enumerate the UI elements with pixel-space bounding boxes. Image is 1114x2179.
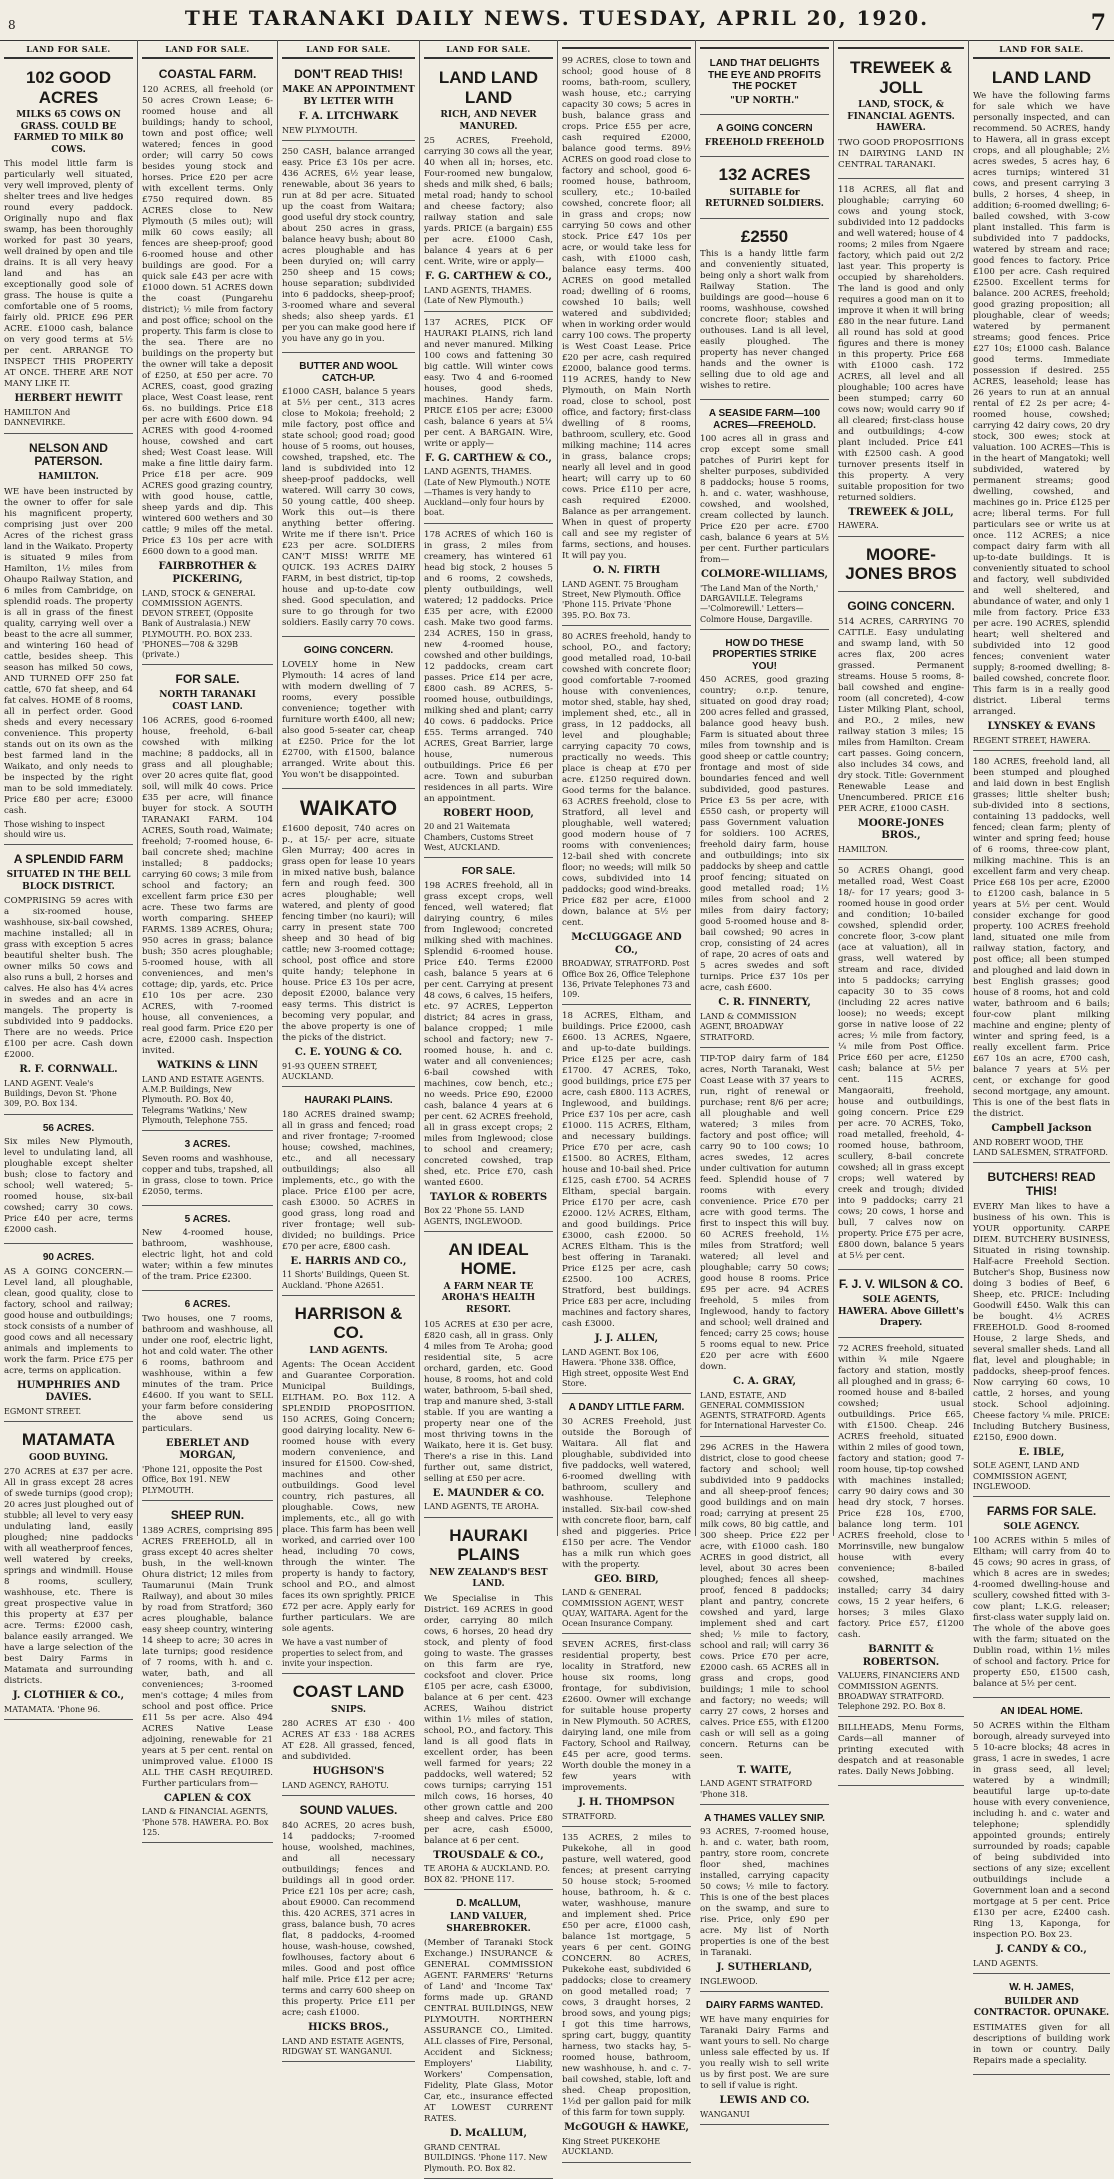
ad-agent-name: R. F. CORNWALL. bbox=[19, 1064, 118, 1076]
ad-subheading: HAMILTON. bbox=[38, 472, 99, 483]
column-3 bbox=[278, 40, 420, 2056]
classified-ad bbox=[4, 437, 133, 846]
ad-agent-details: LAND AGENT. 75 Brougham Street, New Plymouth. Office 'Phone 115. Private 'Phone 395. P.O. Box 73. bbox=[562, 579, 681, 620]
classified-ad bbox=[282, 640, 415, 789]
ad-agent-name: Campbell Jackson bbox=[991, 1122, 1092, 1134]
ad-subheading: LAND VALUER, SHAREBROKER. bbox=[446, 1912, 531, 1934]
ad-headline: SOUND VALUES. bbox=[299, 1803, 398, 1818]
column-8 bbox=[969, 40, 1114, 2066]
ad-agent-details: 20 and 21 Waitemata Chambers, Customs Street West, AUCKLAND. bbox=[424, 822, 534, 852]
classified-ad bbox=[973, 1701, 1110, 1974]
ad-body: ESTIMATES given for all descriptions of building work in town or country. Daily Repairs made a speciality. bbox=[973, 2022, 1110, 2066]
classified-ad bbox=[4, 848, 133, 1114]
ad-headline: HAURAKI PLAINS bbox=[449, 1525, 528, 1565]
ad-agent-details: MATAMATA. 'Phone 96. bbox=[4, 1705, 101, 1715]
ad-body: 99 ACRES, close to town and school; good house of 8 rooms, bath-room, scullery, wash house, etc.; carrying capacity 30 cows; 5 acres in bush, balance grass and crops. Price £55 per acre, cash required £2000, balance good terms. 89½ ACRES on good road close to factory and school, good 6-roomed house, bathroom, scullery, etc.; 10-bailed cowshed, concrete floor; all in grass and crops; now carrying 50 cows and other stock. Price £47 10s per acre, or would take less for cash, with £1000 cash, balance easy terms. 400 ACRES on good metalled road; dwelling of 6 rooms, cowshed 10 bails; well watered and subdivided; when in working order would carry 100 cows. The property is West Coast Lease. Price £20 per acre, cash required £2000, balance good terms. 119 ACRES, handy to New Plymouth, on Main North road, close to school, post office, and factory; first-class dwelling of 8 rooms, bathroom, scullery, etc. Good milking machine; 114 acres in grass, balance crops; nearly all level and in good heart; will carry up to 60 cows. Price £110 per acre, cash required £2000. Balance as per arrangement. When in quest of property call and see my register of farms, sections, and houses. It will pay you. bbox=[562, 56, 691, 561]
classified-ad bbox=[282, 1299, 415, 1674]
column-heading: LAND FOR SALE. bbox=[424, 40, 553, 59]
ad-body: 50 ACRES within the Eltham borough, already surveyed into 5 10-acre blocks; 48 acres in grass, 1 acre in swedes, 1 acre in grass seed, all level; watered by a windmill; beautiful large up-to-date house with every convenience, including h. and c. water and telephone; splendidly appointed grounds; entirely surrounded by roads; capable of being subdivided into sections of any size; excellent outbuildings include a Government loan and a second mortgage at 5 per cent. Price £130 per acre, £2400 cash. Ring 13, Kaponga, for inspection P.O. Box 23. bbox=[973, 1720, 1110, 1940]
ad-agent-details: LAND & FINANCIAL AGENTS, 'Phone 578. HAWERA. P.O. Box 125. bbox=[142, 1807, 269, 1837]
ad-headline: DAIRY FARMS WANTED. bbox=[705, 2000, 824, 2012]
classified-ad bbox=[562, 53, 691, 626]
ad-headline: A SPLENDID FARM bbox=[13, 852, 124, 867]
page-number: 7 bbox=[1090, 10, 1106, 36]
classified-ad bbox=[700, 1051, 829, 1437]
ad-headline: AN IDEAL HOME. bbox=[1000, 1706, 1083, 1718]
ad-agent-details: We have a vast number of properties to select from, and invite your inspection. bbox=[282, 1638, 403, 1668]
ad-headline: FOR SALE. bbox=[461, 866, 516, 878]
classified-ad bbox=[142, 1504, 273, 1843]
ad-agent-details: HAMILTON. bbox=[838, 845, 888, 855]
classified-ad bbox=[700, 118, 829, 157]
ad-body: 296 ACRES in the Hawera district, close to good cheese factory and school; well subdivided into 9 paddocks and all sheep-proof fences; good buildings and on main road; carrying at present 25 milk cows, 80 big cattle, and 300 sheep. Price £22 per acre, with £1000 cash. 180 ACRES in good district, all level, about 30 acres been ploughed; fences all sheep-proof, fenced 8 paddocks; plant and pantry, concrete cowshed and yard, large implement shed and cart shed; ½ mile to factory, school and rail; will carry 36 cows. Price £70 per acre, £2000 cash. 65 ACRES all in grass and crops, good buildings; 1 mile to school and factory; no weeds; will carry 27 cows, 2 horses and calves. Price £55, with £1200 cash or will sell as a going concern. Returns can be seen. bbox=[700, 1442, 829, 1761]
ad-agent-name: TAYLOR & ROBERTS bbox=[429, 1191, 548, 1203]
ad-body: 180 ACRES, freehold land, all been stumped and ploughed and laid down in best English grasses; little shelter bush; sub-divided into 8 sections, containing 13 paddocks, well fenced; clean farm; plenty of winter and spring feed; house of 6 rooms, three-cow plant, milking machine. This is an excellent farm and very cheap. Price £68 10s per acre, £2000 to £1200 cash, balance in 5 years at 5½ per cent. Would consider exchange for good property. 100 ACRES freehold land, situated one mile from railway station, factory, and post office; all been stumped and ploughed and laid down in best English grasses; good house of 8 rooms, hot and cold water, bathroom and 6 bails; four-cow plant milking machine and engine; plenty of winter and spring feed, is a really excellent farm. Price £67 10s an acre, £700 cash, balance 7 years at 5½ per cent, or exchange for good second mortgage, any amount. This is one of the best flats in the district. bbox=[973, 756, 1110, 1119]
ad-agent-details: LAND AGENT. Veale's Buildings, Devon St. 'Phone 309, P.O. Box 134. bbox=[4, 1078, 117, 1109]
ad-agent-name: HUGHSON'S bbox=[312, 1766, 385, 1778]
ad-subheading: GOOD BUYING. bbox=[28, 1452, 109, 1463]
ad-agent-details: TE AROHA & AUCKLAND. P.O. BOX 82. 'PHONE 117. bbox=[424, 1864, 550, 1884]
ad-agent-name: J. J. ALLEN, bbox=[594, 1333, 659, 1345]
classified-ad bbox=[424, 315, 553, 524]
ad-body: 25 ACRES, Freehold, carrying 30 cows all the year, 40 when all in; horses, etc. Four-roomed new bungalow, sheds and milk shed, 6 bails; metal road; handy to school and cheese factory; also railway station and sale yards. PRICE (a bargain) £55 per acre. £1000 Cash, balance 4 years at 6 per cent. Write, wire or apply— bbox=[424, 136, 553, 268]
ad-agent-name: E. IBLE, bbox=[1018, 1446, 1065, 1458]
ad-headline: 102 GOOD ACRES bbox=[25, 68, 112, 107]
ad-headline: 3 ACRES. bbox=[184, 1139, 231, 1151]
ad-agent-name: C. R. FINNERTY, bbox=[718, 997, 811, 1009]
classified-ad bbox=[700, 633, 829, 1048]
classified-ad bbox=[562, 1397, 691, 1634]
ad-headline: GOING CONCERN. bbox=[847, 598, 955, 613]
ad-agent-details: LAND & COMMISSION AGENT, BROADWAY STRATFORD. bbox=[700, 1012, 797, 1042]
ad-agent-details: 91-93 QUEEN STREET, AUCKLAND. bbox=[282, 1061, 378, 1081]
column-1 bbox=[0, 40, 138, 1715]
classified-ad bbox=[424, 1893, 553, 2179]
column-heading: LAND FOR SALE. bbox=[4, 40, 133, 59]
ad-subheading: LAND AGENTS. bbox=[309, 1345, 388, 1356]
ad-agent-details: HAMILTON And DANNEVIRKE. bbox=[4, 408, 71, 428]
ad-headline: COASTAL FARM. bbox=[158, 67, 257, 82]
ad-body: TWO GOOD PROPOSITIONS IN DAIRYING LAND IN CENTRAL TARANAKI. bbox=[838, 137, 964, 170]
ad-agent-name: E. HARRIS AND CO., bbox=[290, 1255, 407, 1267]
ad-body: 137 ACRES, PICK OF HAURAKI PLAINS, rich land and never manured. Milking 100 cows and fattening 30 big cattle. Will winter cows easy. Two 4 and 6-roomed houses, good sheds, machines. Handy farm. PRICE £105 per acre; £3000 cash, balance 6 years at 5¼ per cent. A BARGAIN. Wire, write or apply— bbox=[424, 317, 553, 449]
ad-body: 18 ACRES, Eltham, and buildings. Price £2000, cash £600. 13 ACRES, Ngaere, and up-to-date buildings. Price £125 per acre, cash £1700. 47 ACRES, Toko, good buildings, price £75 per acre, cash £800. 113 ACRES, Inglewood, and buildings. Price £37 10s per acre, cash £1000. 115 ACRES, Eltham, and necessary buildings. Price £70 per acre, cash £1500. 80 ACRES, Eltham, house and 10-bail shed. Price £125, cash £700. 54 ACRES Eltham, special bargain. Price £170 per acre, cash £2000. 12½ ACRES, Eltham, and good buildings. Price £3000, cash £2000. 50 ACRES Eltham. This is the best offering in Taranaki. Price £125 per acre, cash £2500. 100 ACRES, Stratford, best buildings. Price £83 per acre, including machines and factory shares, cash £3000. bbox=[562, 1011, 691, 1330]
ad-agent-name: HUMPHRIES AND DAVIES. bbox=[16, 1379, 121, 1404]
ad-body: 270 ACRES at £37 per acre. All in grass except 28 acres of swede turnips (good crop); 20 acres just ploughed out of stubble; all level to very easy undulating land, easily ploughed; nine paddocks with all weatherproof fences, well watered by creeks, springs and windmill. House 8 rooms, scullery, washhouse, etc. There is great prospective value in this property at £37 per acre. Terms: £2000 cash, balance easily arranged. We have a large selection of the best Dairy Farms in Matamata and surrounding districts. bbox=[4, 1467, 133, 1687]
ad-subheading: A FARM NEAR TE AROHA'S HEALTH RESORT. bbox=[441, 1281, 536, 1315]
ad-subheading: SUITABLE for RETURNED SOLDIERS. bbox=[705, 187, 824, 210]
classified-ad bbox=[838, 182, 964, 537]
classified-ad bbox=[838, 540, 964, 592]
ad-body: COMPRISING 59 acres with a six-roomed house, washhouse, six-bail cowshed, machine installed; all in grass with exception 5 acres beautiful shelter bush. The owner milks 50 cows and also runs a bull, 2 horses and calves. He also has 4¼ acres in swedes and an acre in mangels. The property is subdivided into 9 paddocks. There are no weeds. Price £100 per acre. Cash down £2000. bbox=[4, 896, 133, 1061]
classified-ad bbox=[424, 861, 553, 1232]
ad-agent-name: F. G. CARTHEW & CO., bbox=[425, 271, 552, 283]
ad-headline: GOING CONCERN. bbox=[303, 645, 394, 657]
ad-body: Six miles New Plymouth, level to undulating land, all ploughable except shelter bush; close to factory and school; well watered; 5-roomed house, six-bail cowshed; carry 30 cows. Price £40 per acre, terms £2000 cash. bbox=[4, 1137, 133, 1236]
ad-agent-name: BARNITT & ROBERTSON. bbox=[862, 1643, 940, 1668]
classified-ad bbox=[4, 1425, 133, 1720]
ad-agent-details: LAND AGENT STRATFORD 'Phone 318. bbox=[700, 1779, 812, 1799]
ad-headline: A GOING CONCERN bbox=[716, 123, 813, 135]
ad-headline: COAST LAND bbox=[292, 1682, 405, 1702]
ad-agent-details: STRATFORD. bbox=[562, 1812, 617, 1822]
ad-agent-details: LAND & GENERAL COMMISSION AGENT, WEST QUAY, WAITARA. Agent for the Ocean Insurance Company. bbox=[562, 1588, 688, 1628]
ad-headline: DON'T READ THIS! bbox=[294, 67, 403, 82]
ad-agent-details: REGENT STREET, HAWERA. bbox=[973, 735, 1091, 745]
ad-headline: HARRISON & CO. bbox=[294, 1303, 403, 1343]
ad-agent-name: C. A. GRAY, bbox=[733, 1375, 796, 1387]
ad-agent-name: LYNSKEY & EVANS bbox=[987, 720, 1096, 732]
classified-ad bbox=[4, 1247, 133, 1422]
ad-headline: WAIKATO bbox=[299, 796, 398, 820]
ad-body: 840 ACRES, 20 acres bush, 14 paddocks; 7-roomed house, woolshed, machines, and all necessary outbuildings; fences and buildings all in good order. Price £21 10s per acre; cash, about £9000. Can recommend this. 420 ACRES, 371 acres in grass, balance bush, 70 acres flat, 8 paddocks, 4-roomed house, wash-house, cowshed, fowlhouses, factory about 6 miles. Good and post office half mile. Price £12 per acre; terms and carry 600 sheep on this property. Price £11 per acre; cash £1000. bbox=[282, 1820, 415, 2018]
ad-subheading: LAND, STOCK, & FINANCIAL AGENTS. HAWERA. bbox=[847, 100, 955, 134]
ad-agent-name: EBERLET AND MORGAN, bbox=[165, 1437, 250, 1462]
ad-agent-details: 'Phone 121, opposite the Post Office, Box 191. NEW PLYMOUTH. bbox=[142, 1465, 263, 1495]
ad-body: 30 ACRES Freehold, just outside the Borough of Waitara. All flat and ploughable, subdivided into five paddocks, well watered, 6-roomed dwelling with bathroom, scullery and washhouse. Telephone installed. Six-bail cow-shed with concrete floor, barn, calf shed and piggeries. Price £150 per acre. The Vendor has a milk run which goes with the property. bbox=[562, 1416, 691, 1570]
ad-agent-details: 11 Shorts' Buildings, Queen St. Auckland. 'Phone A2651. bbox=[282, 1270, 410, 1290]
ad-headline: HOW DO THESE PROPERTIES STRIKE YOU! bbox=[712, 637, 817, 672]
ad-agent-name: HICKS BROS., bbox=[308, 2021, 389, 2033]
classified-ad bbox=[700, 53, 829, 115]
ad-headline: A THAMES VALLEY SNIP. bbox=[704, 1812, 825, 1824]
column-heading: LAND FOR SALE. bbox=[142, 40, 273, 59]
classified-ad bbox=[282, 1090, 415, 1296]
ad-headline: D. McALLUM, bbox=[456, 1897, 521, 1909]
classified-ad bbox=[838, 1720, 964, 1786]
classified-ad bbox=[562, 629, 691, 1006]
ad-body: 50 ACRES Ohangi, good metalled road, West Coast 18/- for 17 years; good 3-roomed house in good order and condition; 10-bailed cowshed, splendid order, concrete floor, 3-cow plant (ace at valuation), all in grass, well watered by stream and race, divided into 5 paddocks; carrying capacity 30 to 35 cows (including 22 acres native loose); no weeds; except gorse in native loose of 22 acres; ½ mile from factory, ¼ mile from Post Office. Price £60 per acre, £1250 cash; balance at 5½ per cent. 115 ACRES, Mangaoraiti, freehold, house and outbuildings, going concern. Price £29 per acre. 70 ACRES, Toko, road metalled, freehold, 4-roomed house, bathroom, scullery, 8-bail concrete cowshed; all in grass except crops; well watered by creek and trough; divided into 9 paddocks; carry 21 cows; 20 cows, 1 horse and bull, 7 calves now on property. Price £75 per acre, £800 down, balance 5 years at 5½ per cent. bbox=[838, 866, 964, 1262]
ad-agent-name: J. CANDY & CO., bbox=[996, 1943, 1087, 1955]
classified-ad bbox=[838, 595, 964, 861]
ad-subheading: NEW ZEALAND'S BEST LAND. bbox=[429, 1567, 548, 1590]
ad-subheading: BUILDER AND CONTRACTOR. OPUNAKE. bbox=[973, 1996, 1110, 2019]
ad-agent-name: CAPLEN & COX bbox=[163, 1792, 252, 1804]
ad-headline: LAND LAND bbox=[991, 68, 1092, 88]
ad-agent-name: F. G. CARTHEW & CO., bbox=[425, 452, 552, 464]
ad-agent-name: T. WAITE, bbox=[737, 1764, 792, 1776]
ad-agent-details: LAND AGENTS, THAMES. (Late of New Plymouth.) bbox=[424, 286, 532, 306]
ad-headline: BUTCHERS! READ THIS! bbox=[987, 1170, 1096, 1198]
ad-headline: 56 ACRES. bbox=[42, 1122, 95, 1134]
ad-subheading: FREEHOLD FREEHOLD bbox=[704, 137, 825, 148]
ad-agent-details: LAND AGENTS, TE AROHA. bbox=[424, 1502, 540, 1512]
ad-body: 118 ACRES, all flat and ploughable; carrying 60 cows and young stock, subdivided into 12 paddocks and well watered; house of 4 rooms; 2 miles from Ngaere factory, which paid out 2/2 last year. This property is occupied by shareholders. The land is good and only requires a good man on it to improve it when it will bring £80 in the near future. Land all round has sold at good figures and there is money in this property. Price £68 with £1000 cash. 172 ACRES, all level and all ploughable; 100 acres have been stumped; carry 60 cows now; would carry 90 if all cleared; first-class house and outbuildings; 4-cow plant included. Price £41 with £2500 cash. A good turnover presents itself in this property. A very suitable proposition for two returned soldiers. bbox=[838, 184, 964, 503]
classified-ad bbox=[562, 1830, 691, 2162]
ad-agent-name: FAIRBROTHER & PICKERING, bbox=[158, 561, 257, 585]
classified-ad bbox=[838, 863, 964, 1270]
ad-headline: LAND LAND LAND bbox=[438, 68, 539, 107]
ad-subheading: MAKE AN APPOINTMENT BY LETTER WITH bbox=[282, 85, 415, 107]
ad-agent-name: MOORE-JONES BROS., bbox=[857, 817, 945, 842]
ad-agent-name: E. MAUNDER & CO. bbox=[432, 1487, 545, 1499]
column-heading: LAND FOR SALE. bbox=[282, 40, 415, 59]
ad-agent-details: EGMONT STREET. bbox=[4, 1407, 82, 1417]
ad-body: Two houses, one 7 rooms, bathroom and washhouse, all under one roof, electric light, hot and cold water. The other 6 rooms, bathroom and washhouse, within a few minutes of the tram. Price £4600. If you want to SELL your farm before considering the above send us particulars. bbox=[142, 1313, 273, 1434]
ad-agent-name: D. McALLUM, bbox=[450, 2128, 527, 2140]
ad-body: (Member of Taranaki Stock Exchange.) INSURANCE & GENERAL COMMISSION AGENT. FARMERS' 'Returns of Land' and 'Income Tax' forms made up. GRAND CENTRAL BUILDINGS, NEW PLYMOUTH. NORTHERN ASSURANCE CO., Limited. ALL classes of Fire, Personal, Accident and Sickness; Employers' Liability, Workers' Compensation, Fidelity, Plate Glass, Motor Car, etc., insurance effected AT LOWEST CURRENT RATES. bbox=[424, 1938, 553, 2125]
classified-ad bbox=[838, 1341, 964, 1718]
ad-subheading: SOLE AGENTS, HAWERA. Above Gillett's Drapery. bbox=[838, 1295, 964, 1329]
ad-subheading: NORTH TARANAKI COAST LAND. bbox=[159, 690, 256, 712]
classified-ad bbox=[700, 1808, 829, 1993]
column-2 bbox=[138, 40, 278, 1837]
ad-body: £1600 deposit, 740 acres on p., at 15/- per acre, situate Glen Murray; 400 acres in grass open for lease 10 years in mixed native bush, balance fern and rough feed. 300 acres ploughable; well watered, and plenty of good fencing timber (no kauri); will carry in present state 700 sheep and 30 head of big cattle; new 3-roomed cottage; school, post office and store quite handy; telephone in house. Price £3 10s per acre, deposit £2000, balance very easy terms. This district is becoming very popular, and the above property is one of the picks of the district. bbox=[282, 823, 415, 1043]
classified-ad bbox=[142, 63, 273, 665]
classified-ad bbox=[142, 1134, 273, 1206]
classified-ad bbox=[282, 1799, 415, 2062]
ad-headline: HAURAKI PLAINS. bbox=[304, 1095, 393, 1106]
ad-agent-name: TREWEEK & JOLL, bbox=[848, 506, 954, 518]
ad-agent-details: HAWERA. bbox=[838, 521, 879, 531]
ad-agent-name: F. A. LITCHWARK bbox=[298, 111, 399, 123]
ad-body: 93 ACRES, 7-roomed house, h. and c. water, bath room, pantry, store room, concrete floor shed, machines installed, carrying capacity 50 cows; ½ mile to factory. This is one of the best places on the swamp, and sure to rise. Price, only £90 per acre. My list of North properties is one of the best in Taranaki. bbox=[700, 1827, 829, 1959]
ad-agent-name: COLMORE-WILLIAMS, bbox=[700, 569, 829, 581]
ad-headline: 5 ACRES. bbox=[184, 1213, 231, 1225]
ad-body: 100 acres all in grass and crop except some small patches of Puriri kept for shelter purposes, subdivided 8 paddocks; house 5 rooms, h. and c. water, washhouse, cowshed, and woolshed, cream collected by launch. Price £20 per acre. £700 cash, balance 6 years at 5½ per cent. Further particulars from— bbox=[700, 434, 829, 566]
ad-body: We Specialise in This District. 169 ACRES in good order, carrying 80 milch cows, 6 horses, 20 head dry stock, and plenty of food going to waste. The grasses on this farm are rye, cocksfoot and clover. Price £105 per acre, cash £3000, balance at 6 per cent. 423 ACRES, Waihou district within 1½ miles of station, school, P.O., and factory. This land is all good flats in excellent order, has been well farmed for years; 22 paddocks, well watered; 52 cows turnips; carrying 151 milch cows, 16 horses, 40 other grown cattle and 200 sheep and calves. Price £80 per acre, cash £5000, balance at 6 per cent. bbox=[424, 1593, 553, 1846]
ad-body: New 4-roomed house, bathroom, washhouse, electric light, hot and cold water; within a few minutes of the tram. Price £2300. bbox=[142, 1228, 273, 1283]
ad-body: LOVELY home in New Plymouth: 14 acres of land with modern dwelling of 7 rooms, every possible convenience; together with furniture worth £400, all new; also good 5-seater car, cheap at £250. Price for the lot £2700, with £1500, balance arranged. Write about this. You won't be disappointed. bbox=[282, 659, 415, 780]
ad-headline: MOORE-JONES BROS bbox=[845, 544, 957, 584]
ad-agent-name: ROBERT HOOD, bbox=[443, 807, 534, 819]
classified-ad bbox=[700, 160, 829, 219]
ad-body: SEVEN ACRES, first-class residential property, best locality in Stratford, new house six rooms, long frontage, for subdivision, £2600. Owner will exchange for suitable house property in New Plymouth. 50 ACRES, dairying land, one mile from Factory, School and Railway, £45 per acre, good terms. Worth double the money in a few years with improvements. bbox=[562, 1640, 691, 1794]
ad-headline: F. J. V. WILSON & CO. bbox=[838, 1277, 964, 1292]
ad-headline: A SEASIDE FARM—100 ACRES—FREEHOLD. bbox=[708, 408, 821, 431]
ad-body: £1000 CASH, balance 5 years at 5½ per cent., 313 acres close to Mokoia; freehold; 2 mile factory, post office and state school; good road; good house of 5 rooms, out houses, cowshed, trapshed, etc. The land is subdivided into 12 sheep-proof paddocks, well watered. Will carry 30 cows, 50 young cattle, 400 sheep. Work this out—is there anything better offering. Write me if there isn't. Price £23 per acre. SOLDIERS CAN'T MISS! WRITE ME QUICK. 193 ACRES DAIRY FARM, in best district, tip-top house and up-to-date cow shed. Good speculation, and sure to go through for two soldiers. Easily carry 70 cows. bbox=[282, 387, 415, 629]
classified-ad bbox=[282, 1677, 415, 1796]
ad-headline: 6 ACRES. bbox=[184, 1299, 231, 1311]
ad-agent-details: WANGANUI bbox=[700, 2109, 750, 2119]
classified-ad bbox=[282, 792, 415, 1087]
classified-ad bbox=[424, 63, 553, 311]
ad-body: 105 ACRES at £30 per acre, £820 cash, all in grass. Only 4 miles from Te Aroha; good residential site, 5 acre orchard, garden, etc. Good house, 8 rooms, hot and cold water, bathroom, 5-bail shed, trap and manure shed, 3-stall stable. If you are wanting a property near one of the most thriving towns in the Waikato, here it is. Get busy. There's a rise in this. Land further out, same district, selling at £50 per acre. bbox=[424, 1319, 553, 1484]
ad-body: This model little farm is particularly well situated, very well improved, plenty of shelter trees and live hedges round every paddock. Originally nupo and flax swamp, has been thoroughly worked for past 30 years, well drained by open and tile drains. It is all very heavy land and has an exceptionally good sole of grass. The house is quite a comfortable one of 5 rooms, fairly old. PRICE £96 PER ACRE. £1000 cash, balance on very good terms at 5½ per cent. ARRANGE TO INSPECT THIS PROPERTY AT ONCE. THERE ARE NOT MANY LIKE IT. bbox=[4, 159, 133, 390]
ad-body: We have the following farms for sale which we have personally inspected, and can recommend. 50 ACRES, handy to Hawera, all in grass except crops, and all ploughable; 2½ acres swedes, 5 acres hay, 6 acres turnips; wintered 31 cows, and present carrying 3 bulls, 2 horses, 4 sheep, in addition; 6-roomed dwelling; 6-bailed cowshed, with 3-cow plant installed. This farm is subdivided into 7 paddocks, watered by stream and race; good fences to factory. Price £100 per acre. Cash required £2500. Excellent terms for balance. 200 ACRES, freehold; good grazing proposition; all ploughable, clear of weeds; watered by permanent streams; good fences. Price £27 10s; £1000 cash. Balance good terms. Immediate possession if desired. 255 ACRES, leasehold; lease has 26 years to run at an annual rental of £2 2s per acre; 4-roomed house, cowshed; carrying 42 dairy cows, 20 dry stock, 300 ewes; stock at valuation. 100 ACRES—This is in the heart of Mangatoki; well subdivided, watered by permanent streams; good dwelling, cowshed, and machines go in. Price £125 per acre; liberal terms. For full particulars see or write us at once. 112 ACRES; a nice compact dairy farm with all up-to-date buildings. It is conveniently situated to school and factory, well subdivided and well sheltered, and abundance of water, and only 1 mile from factory. Price £33 per acre. 190 ACRES, splendid heart; well sheltered and subdivided into 12 good fences; convenient water supply; 8-roomed dwelling; 8-bailed cowshed, concrete floor. This farm is in a really good district. Liberal terms arranged. bbox=[973, 90, 1110, 717]
classified-ad bbox=[700, 1995, 829, 2125]
ad-agent-details: INGLEWOOD. bbox=[700, 1977, 758, 1987]
ad-headline: AN IDEAL HOME. bbox=[448, 1239, 529, 1279]
ad-headline: SHEEP RUN. bbox=[170, 1507, 245, 1522]
column-4 bbox=[420, 40, 558, 2173]
ad-headline: TREWEEK & JOLL bbox=[850, 58, 952, 97]
ad-body: 100 ACRES within 5 miles of Eltham; will carry from 40 to 45 cows; 90 acres in grass, of which 8 acres are in swedes; 4-roomed dwelling-house and scullery, cowshed fitted with 3-cow plant; L.K.G. releaser; first-class water supply laid on. The whole of the above goes with the farm; situated on the Dublin road, within 1½ miles of school and factory. Price for property £50, £1500 cash, balance at 5½ per cent. bbox=[973, 1536, 1110, 1690]
ad-body: WE have been instructed by the owner to offer for sale his magnificent property, comprising just over 200 Acres of the richest grass land in the Waikato. Property is situated 9 miles from Hamilton, 1½ miles from Ohaupo Railway Station, and 6 miles from Cambridge, on splendid roads. The property is all in grass of the finest quality, carrying well over a beast to the acre all summer, and wintering 160 head of cattle, besides sheep. This season has milked 50 cows, AND TURNED OFF 250 fat cattle, 670 fat sheep, and 64 fat calves. HOME of 8 rooms, all in perfect order. Good sheds and every necessary convenience. This property stands out on its own as the best farmed land in the Waikato, and only needs to be inspected by the right man to be sold immediately. Price £80 per acre; £3000 cash. bbox=[4, 486, 133, 816]
ad-body: AS A GOING CONCERN.—Level land, all ploughable, clean, good quality, close to factory, school and railway; good house and outbuildings; stock consists of a number of good cows and all necessary animals and implements to work the farm. Price £75 per acre, terms on application. bbox=[4, 1266, 133, 1376]
classified-ad bbox=[142, 668, 273, 1131]
ad-subheading: RICH, AND NEVER MANURED. bbox=[440, 110, 537, 132]
ad-body: 120 ACRES, all freehold (or 50 acres Crown Lease; 6-roomed house and all buildings; handy to school, town and post office; well watered; fences in good order; will carry 50 cows besides young stock and horses. Price £20 per acre with excellent terms. Only £750 required down. 85 ACRES close to New Plymouth (5 miles out); will milk 60 cows easily; all fences are sheep-proof; good 6-roomed house and other buildings are good. For a quick sale £43 per acre with £1000 down. 51 ACRES down the coast (Pungarehu district); ½ mile from factory and post office; school on the property. This farm is close to the sea. There are no buildings on the property but the owner will take a deposit of £250, at £50 per acre. 70 ACRES, coast, good grazing place, West Coast lease, rent 6s. no buildings. Price £18 per acre with £600 down. 94 ACRES with good 4-roomed house, cowshed and cart shed; West Coast lease. Will make a fine little dairy farm. Price £18 per acre. 909 ACRES good grazing country, with good house, cattle, sheep yards and dip. This wintered 600 wethers and 30 cattle; 9 miles off the metal. Price £3 10s per acre with £600 down to a good man. bbox=[142, 85, 273, 558]
ad-agent-details: LAND AND ESTATE AGENTS, RIDGWAY ST. WANGANUI. bbox=[282, 2036, 405, 2056]
masthead bbox=[0, 0, 1114, 41]
ad-headline: FOR SALE. bbox=[175, 672, 240, 687]
classified-ad bbox=[973, 1166, 1110, 1497]
classified-ad bbox=[838, 53, 964, 179]
classified-ad bbox=[973, 1500, 1110, 1698]
ad-agent-details: LAND AGENCY, RAHOTU. bbox=[282, 1780, 389, 1790]
ad-body: 1389 ACRES, comprising 895 ACRES FREEHOLD, all in grass except 40 acres shelter bush, in the well-known Ohura district; 12 miles from Taumarunui (Main Trunk Railway), and about 30 miles by road from Stratford; 360 acres ploughable, balance easy sheep country, wintering 14 sheep to acre; 30 acres in late turnips; good residence of 7 rooms, with h. and c. water, bath, and all conveniences; 3-roomed men's cottage; 4 miles from school and post office. Price £11 5s per acre. Also 494 ACRES Native Lease adjoining, renewable for 21 years at 5 per cent. rental on unimproved value. £1000 IS ALL THE CASH REQUIRED. Further particulars from— bbox=[142, 1525, 273, 1789]
ad-agent-details: GRAND CENTRAL BUILDINGS. 'Phone 117. New Plymouth. P.O. Box 82. bbox=[424, 2143, 548, 2173]
ad-agent-name: McGOUGH & HAWKE, bbox=[564, 2122, 689, 2134]
ad-subheading: SITUATED IN THE BELL BLOCK DISTRICT. bbox=[6, 870, 131, 892]
newspaper-title: THE TARANAKI DAILY NEWS. TUESDAY, APRIL 20, 1920. bbox=[184, 6, 930, 30]
ad-body: 198 ACRES freehold, all in grass except crops, well fenced, well watered; flat dairying country, 6 miles from Inglewood; concreted milking shed with machines. Splendid 6-roomed house. Price £40. Terms £2000 cash, balance 5 years at 6 per cent. Carrying at present 48 cows, 6 calves, 15 heifers, etc. 97 ACRES, Lepperton district; 84 acres in grass, balance cropped; 1 mile school and factory; new 7-roomed house, h. and c. water and all conveniences; 6-bail cowshed with machines, cow bench, etc.; no weeds. Price £90, £2000 cash, balance 4 years at 6 per cent. 62 ACRES freehold, all in grass except crops; 2 miles from Inglewood; close to school and creamery; concreted cowshed, trap shed, etc. Price £70, cash wanted £600. bbox=[424, 880, 553, 1188]
ad-body: BILLHEADS, Menu Forms, Cards—all manner of printing executed with despatch and at reasonable rates. Daily News Jobbing. bbox=[838, 1723, 964, 1778]
ad-body: 80 ACRES freehold, handy to school, P.O., and factory; good metalled road, 10-bail cowshed with concrete floor; good comfortable 7-roomed house with conveniences, motor shed, stable, hay shed, implement shed, etc., all in grass, in 12 paddocks, all level and ploughable; carrying capacity 70 cows, practically no weeds. This place is cheap at £70 per acre. £1250 required down. Good terms for the balance. 63 ACRES freehold, close to Stratford, all level and ploughable, well watered; good modern house of 7 rooms with conveniences; 12-bail shed with concrete floor; no weeds; will milk 50 cows, subdivided into 14 paddocks; good wind-breaks. Price £82 per acre, £1000 down, balance at 5½ per cent. bbox=[562, 631, 691, 928]
ad-headline: MATAMATA bbox=[21, 1430, 116, 1450]
ad-agent-name: J. SUTHERLAND, bbox=[716, 1962, 813, 1974]
ad-body: 178 ACRES of which 160 is in grass, 2 miles from creamery, has wintered 61 head big stock, 2 houses 5 and 6 rooms, 2 cowsheds, plenty outbuildings, well watered; 12 paddocks. Price £35 per acre, with £2000 cash. Make two good farms. 234 ACRES, 150 in grass, new 4-roomed house, cowshed and other buildings, 12 paddocks, cream cart passes. Price £14 per acre, £800 cash. 89 ACRES, 5-roomed house, outbuildings, milking shed and plant; carry 40 cows. 6 paddocks. Price £55. Terms arranged. 740 ACRES, Great Barrier, large house, numerous outbuildings. Price £6 per acre. Town and suburban residences in all parts. Wire an appointment. bbox=[424, 529, 553, 804]
ad-headline: FARMS FOR SALE. bbox=[986, 1504, 1097, 1519]
ad-headline: LAND THAT DELIGHTS THE EYE AND PROFITS THE POCKET bbox=[708, 58, 821, 92]
ad-agent-details: LAND AGENT. Box 106, Hawera. 'Phone 338. Office, High street, opposite West End Store. bbox=[562, 1348, 689, 1388]
classified-ad bbox=[142, 1209, 273, 1292]
ad-agent-details: LAND AND ESTATE AGENTS. A.M.P. Buildings, New Plymouth. P.O. Box 40, Telegrams 'Watkins,' New Plymouth, Telephone 755. bbox=[142, 1074, 265, 1125]
ad-agent-name: TROUSDALE & CO., bbox=[433, 1849, 544, 1861]
ad-agent-name: WATKINS & LINN bbox=[157, 1060, 258, 1072]
classified-ad bbox=[700, 222, 829, 401]
ad-headline: NELSON AND PATERSON. bbox=[29, 440, 108, 469]
classified-ad bbox=[282, 63, 415, 141]
ad-agent-details: 'The Land Man of the North,' DARGAVILLE. Telegrams—'Colmorewill.' Letters—Colmore House, Dargaville. bbox=[700, 583, 819, 624]
ad-agent-details: LAND, ESTATE, AND GENERAL COMMISSION AGENTS, STRATFORD. Agents for International Harvester Co. bbox=[700, 1390, 827, 1431]
ad-agent-name: HERBERT HEWITT bbox=[14, 393, 123, 405]
ad-body: 72 ACRES freehold, situated within ¾ mile Ngaere factory and station, mostly all ploughed and in grass; 6-roomed house and 8-bailed cowshed; usual outbuildings. Price £65, with £1500. Cheap. 246 ACRES freehold, situated within 2 miles of good town, factory and station; good 7-room house, tip-top cowshed with machines installed; carry 90 dairy cows and 30 head dry stock, 7 horses. Price £28 10s, £700, balance long term. 101 ACRES freehold, close to Morrinsville, new bungalow house with every convenience; 8-bailed cowshed, machines installed; carry 34 dairy cows, 15 2 year heifers, 6 horses; 3 miles Glaxo factory. Price £57, £1200 cash. bbox=[838, 1343, 964, 1640]
classified-ad bbox=[973, 63, 1110, 751]
ad-agent-name: LEWIS AND CO. bbox=[719, 2094, 810, 2106]
classified-ad bbox=[424, 527, 553, 859]
ad-agent-details: VALUERS, FINANCIERS AND COMMISSION AGENTS. BROADWAY STRATFORD. Telephone 292. P.O. Box 8. bbox=[838, 1671, 960, 1712]
ad-subheading: MILKS 65 COWS ON GRASS. COULD BE FARMED TO MILK 80 COWS. bbox=[13, 110, 124, 155]
classified-ad bbox=[973, 1977, 1110, 2075]
ad-agent-details: NEW PLYMOUTH. bbox=[282, 125, 358, 135]
column-heading: LAND FOR SALE. bbox=[973, 40, 1110, 59]
ad-headline: £2550 bbox=[740, 226, 789, 246]
ad-subheading: "UP NORTH." bbox=[730, 95, 799, 106]
ad-body: 106 ACRES, good 6-roomed house, freehold, 6-bail cowshed with milking machine; 8 paddocks, all in grass and all ploughable; over 20 acres quite flat, good soil, will milk 40 cows. Price £35 per acre, will finance buyer for stock. A SOUTH TARANAKI FARM. 104 ACRES, South road, Waimate; freehold; 7-roomed house, 6-bail concrete shed; machine installed; 8 paddocks; carrying 60 cows; 3 mile from school and factory; an excellent farm price £30 per acre. These two farms are worth comparing. SHEEP FARMS. 1389 ACRES, Ohura; 950 acres in grass; balance bush; 350 acres ploughable; 5-roomed house, with all conveniences, and men's cottage; dip, yards, etc. Price £10 10s per acre. 230 ACRES, with 7-roomed house, all conveniences, a real good farm. Price £20 per acre, £2000 cash. Inspection invited. bbox=[142, 716, 273, 1057]
ad-body: 450 ACRES, good grazing country; o.r.p. tenure, situated on good dray road; 200 acres felled and grassed, balance good heavy bush. Farm is situated about three miles from township and is good sheep or cattle country; frontage and most of side boundaries fenced and well subdivided, good pastures. Price £3 5s per acre, with £550 cash, or property will pass Government valuation for soldiers. 100 ACRES, freehold dairy farm, house and outbuildings; into six paddocks by sheep and cattle proof fencing; situated on good metalled road; 1½ miles from school and 2 miles from dairy factory; good 5-roomed house and 8-bail cowshed; 90 acres in crop, consisting of 24 acres of rape, 20 acres of oats and 5 acres swedes and soft turnips. Price £37 10s per acre, cash £600. bbox=[700, 675, 829, 994]
ad-agent-name: GEO. BIRD, bbox=[594, 1573, 659, 1585]
classified-ad bbox=[424, 1235, 553, 1518]
classified-ad bbox=[700, 1440, 829, 1805]
ad-body: WE have many enquiries for Taranaki Dairy Farms and want yours to sell. No charge unless sale effected by us. If you really wish to sell write us by first post. We are sure to sell if value is right. bbox=[700, 2014, 829, 2091]
ad-agent-details: LAND, STOCK & GENERAL COMMISSION AGENTS. DEVON STREET, (Opposite Bank of Australasia.) NEW PLYMOUTH. P.O. BOX 233. 'PHONES—708 & 329B (private.) bbox=[142, 588, 256, 660]
ad-agent-details: Box 22 'Phone 55. LAND AGENTS, INGLEWOOD. bbox=[424, 1206, 525, 1226]
column-heading bbox=[838, 40, 964, 49]
classified-columns bbox=[0, 40, 1114, 2173]
ad-agent-name: J. H. THOMPSON bbox=[578, 1797, 675, 1809]
ad-body: 514 ACRES, CARRYING 70 CATTLE. Easy undulating and swamp land, with 50 acres flax, 200 acres grassed. Permanent streams. House 5 rooms, 8-bail cowshed and engine-room (all concreted), 4-cow Lister Milking Plant, school, and P.O., 2 miles, new railway station 3 miles; 15 miles from Hamilton. Cream cart passes. Going concern, also includes 34 cows, and dry stock. Title: Government Renewable Lease and Unencumbered. PRICE £16 PER ACRE, £1000 CASH. bbox=[838, 616, 964, 814]
classified-ad bbox=[562, 1008, 691, 1394]
ad-agent-details: LAND AGENTS, THAMES. (Late of New Plymouth.) NOTE—Thames is very handy to Auckland—only four hours by boat. bbox=[424, 467, 551, 518]
classified-ad bbox=[4, 63, 133, 433]
classified-ad bbox=[562, 1637, 691, 1827]
ad-agent-details: LAND AGENTS. bbox=[973, 1958, 1039, 1968]
ad-agent-details: SOLE AGENT, LAND AND COMMISSION AGENT, INGLEWOOD. bbox=[973, 1461, 1080, 1491]
classified-ad bbox=[282, 356, 415, 637]
classified-ad bbox=[282, 144, 415, 353]
ad-body: 250 CASH, balance arranged easy. Price £3 10s per acre. 436 ACRES, 6½ year lease, renewable, about 36 years to run at 8d per acre. Situated up the coast from Waitara; good useful dry stock country, about 250 acres in grass, balance heavy bush; about 80 acres ploughable and has been duryied on; will carry 250 sheep and 15 cows; house separation; subdivided into 6 paddocks, sheep-proof; 3-roomed whare and several sheds; also sheep yards. £1 per you can make good here if you have any go in you. bbox=[282, 147, 415, 345]
ad-body: This is a handy little farm and conveniently situated, being only a short walk from Railway Station. The buildings are good—house 6 rooms, washhouse, cowshed concrete floor; stables and outhouses. Land is all level, easily ploughed. The property has never changed hands and the owner is selling due to old age and wishes to retire. bbox=[700, 249, 829, 392]
ad-body: 280 ACRES AT £30 · 400 ACRES AT £33 · 188 ACRES AT £28. All grassed, fenced, and subdivided. bbox=[282, 1719, 415, 1763]
ad-agent-name: O. N. FIRTH bbox=[592, 565, 661, 576]
ad-body: 135 ACRES, 2 miles to Pukekohe, all in good pasture, well watered, good fences; at present carrying 50 house stock; 5-roomed house, bathroom, h. & c. water, washhouse, manure and implement shed. Price £50 per acre, £1000 cash, balance 1st mortgage, 5 years 6 per cent. GOING CONCERN. 80 ACRES, Pukekohe east, subdivided 6 paddocks; close to creamery on good metalled road; 7 cows, 3 draught horses, 2 brood sows, and young pigs; I got this time harrows, spring cart, buggy, quantity harness, two stacks hay, 5-roomed house, bathroom, new washhouse, h. and c. 7-bail cowshed, stable, loft and shed. Cheap proposition, 1½d per gallon paid for milk of this farm for town supply. bbox=[562, 1833, 691, 2119]
ad-agent-name: J. CLOTHIER & CO., bbox=[12, 1690, 125, 1702]
masthead-left: 8 bbox=[8, 18, 16, 32]
classified-ad bbox=[700, 403, 829, 630]
ad-headline: 90 ACRES. bbox=[42, 1252, 95, 1264]
ad-body: Seven rooms and washhouse, copper and tubs, trapshed, all in grass, close to town. Price £2050, terms. bbox=[142, 1153, 273, 1197]
ad-agent-details: Those wishing to inspect should wire us. bbox=[4, 819, 105, 839]
ad-headline: W. H. JAMES, bbox=[1009, 1982, 1074, 1994]
classified-ad bbox=[838, 1273, 964, 1337]
classified-ad bbox=[424, 1521, 553, 1890]
column-5 bbox=[558, 40, 696, 2157]
ad-agent-details: BROADWAY, STRATFORD. Post Office Box 26, Office Telephone 136, Private Telephones 73 and 109. bbox=[562, 959, 691, 1000]
ad-agent-details: King Street PUKEKOHE AUCKLAND. bbox=[562, 2137, 661, 2157]
column-7 bbox=[834, 40, 969, 1778]
ad-agent-name: McCLUGGAGE AND CO., bbox=[571, 931, 682, 956]
column-heading bbox=[562, 40, 691, 49]
classified-ad bbox=[4, 1118, 133, 1245]
column-6 bbox=[696, 40, 834, 2119]
ad-agent-details: AND ROBERT WOOD, THE LAND SALESMEN, STRATFORD. bbox=[973, 1137, 1108, 1157]
ad-body: TIP-TOP dairy farm of 184 acres, North Taranaki, West Coast Lease with 37 years to run, right of renewal or purchase; rent 8/6 per acre; all ploughable and well watered; 3 miles from factory and post office; will carry 90 to 100 cows; 10 acres swedes, 12 acres under cultivation for autumn feed. Splendid house of 7 rooms with every convenience. Price £70 per acre with good terms. The first to inspect this will buy. 60 ACRES freehold, 1½ miles from Stratford; well watered; all level and ploughable; carry 50 cows; good house 8 rooms. Price £95 per acre. 94 ACRES freehold, 5 miles from Inglewood, handy to factory and school; well drained and fenced; carry 25 cows; house 5 rooms equal to new. Price £20 per acre with £600 down. bbox=[700, 1053, 829, 1372]
ad-body: EVERY Man likes to have a business of his own. This is YOUR opportunity. CARPE DIEM. BUTCHERY BUSINESS, Situated in rising township. Half-acre Freehold Section. Butcher's Shop, Business now doing 3 bodies of Beef, 6 Sheep, etc. PRICE: Including Goodwill £450. Walk this can be bought. 4½ ACRES FREEHOLD. Good 8-roomed House, 2 large Sheds, and several smaller sheds. Land all flat, level and ploughable; in paddocks, sheep-proof fences. Now carrying 60 cows, 10 cattle, 2 horses, and young stock. School adjoining. Cheese factory ¼ mile. PRICE: Including Butchery Business, £2150, £900 down. bbox=[973, 1201, 1110, 1443]
classified-ad bbox=[142, 1294, 273, 1501]
ad-subheading: SNIPS. bbox=[330, 1704, 366, 1715]
ad-subheading: SOLE AGENCY. bbox=[1003, 1521, 1080, 1532]
ad-body: Agents: The Ocean Accident and Guarantee Corporation. Municipal Buildings, ELTHAM. P.O. Box 112. A SPLENDID PROPOSITION. 150 ACRES, Going Concern; good dairying locality. New 6-roomed house with every modern convenience, and insured for £1500. Cow-shed, machines and other outbuildings. Good level country, rich pastures, all ploughable. Cows, new implements, etc., all go with place. This farm has been well worked, and carried over 100 head, including 70 cows, through the winter. The property is handy to factory, school and P.O., and almost faces its own sprightly. PRICE £72 per acre. Apply early for further particulars. We are sole agents. bbox=[282, 1360, 415, 1635]
ad-headline: A DANDY LITTLE FARM. bbox=[568, 1402, 685, 1413]
ad-agent-name: C. E. YOUNG & CO. bbox=[294, 1046, 403, 1058]
column-heading bbox=[700, 40, 829, 49]
ad-body: 180 ACRES drained swamp; all in grass and fenced; road and river frontage; 7-roomed house; cowshed, machines, etc., and all necessary outbuildings; also all implements, etc., go with the place. Price £100 per acre, cash £3000. 50 ACRES in good grass, long road and river frontage; well sub-divided; no buildings. Price £70 per acre, £800 cash. bbox=[282, 1109, 415, 1252]
ad-headline: 132 ACRES bbox=[718, 165, 811, 185]
ad-headline: BUTTER AND WOOL CATCH-UP. bbox=[299, 361, 398, 384]
classified-ad bbox=[973, 754, 1110, 1163]
